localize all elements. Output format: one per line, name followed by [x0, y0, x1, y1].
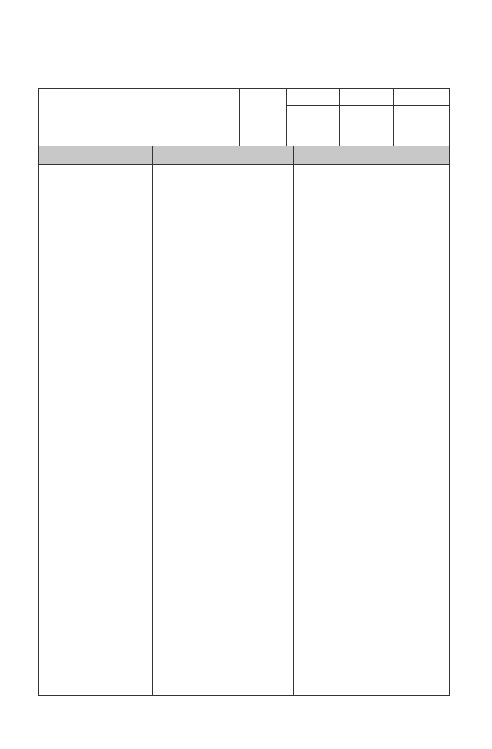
approval-cell-staff	[286, 89, 339, 146]
column-divider	[152, 146, 153, 695]
approval-label-cell	[239, 89, 286, 146]
approval-role-director	[394, 89, 449, 106]
approval-box	[239, 89, 449, 146]
table-header	[39, 89, 449, 147]
approval-role-staff	[287, 89, 339, 106]
menu-table	[38, 88, 450, 696]
column-divider	[293, 146, 294, 695]
approval-cell-manager	[339, 89, 393, 146]
approval-cell-director	[393, 89, 449, 146]
approval-role-manager	[340, 89, 393, 106]
column-header-row	[39, 146, 449, 165]
